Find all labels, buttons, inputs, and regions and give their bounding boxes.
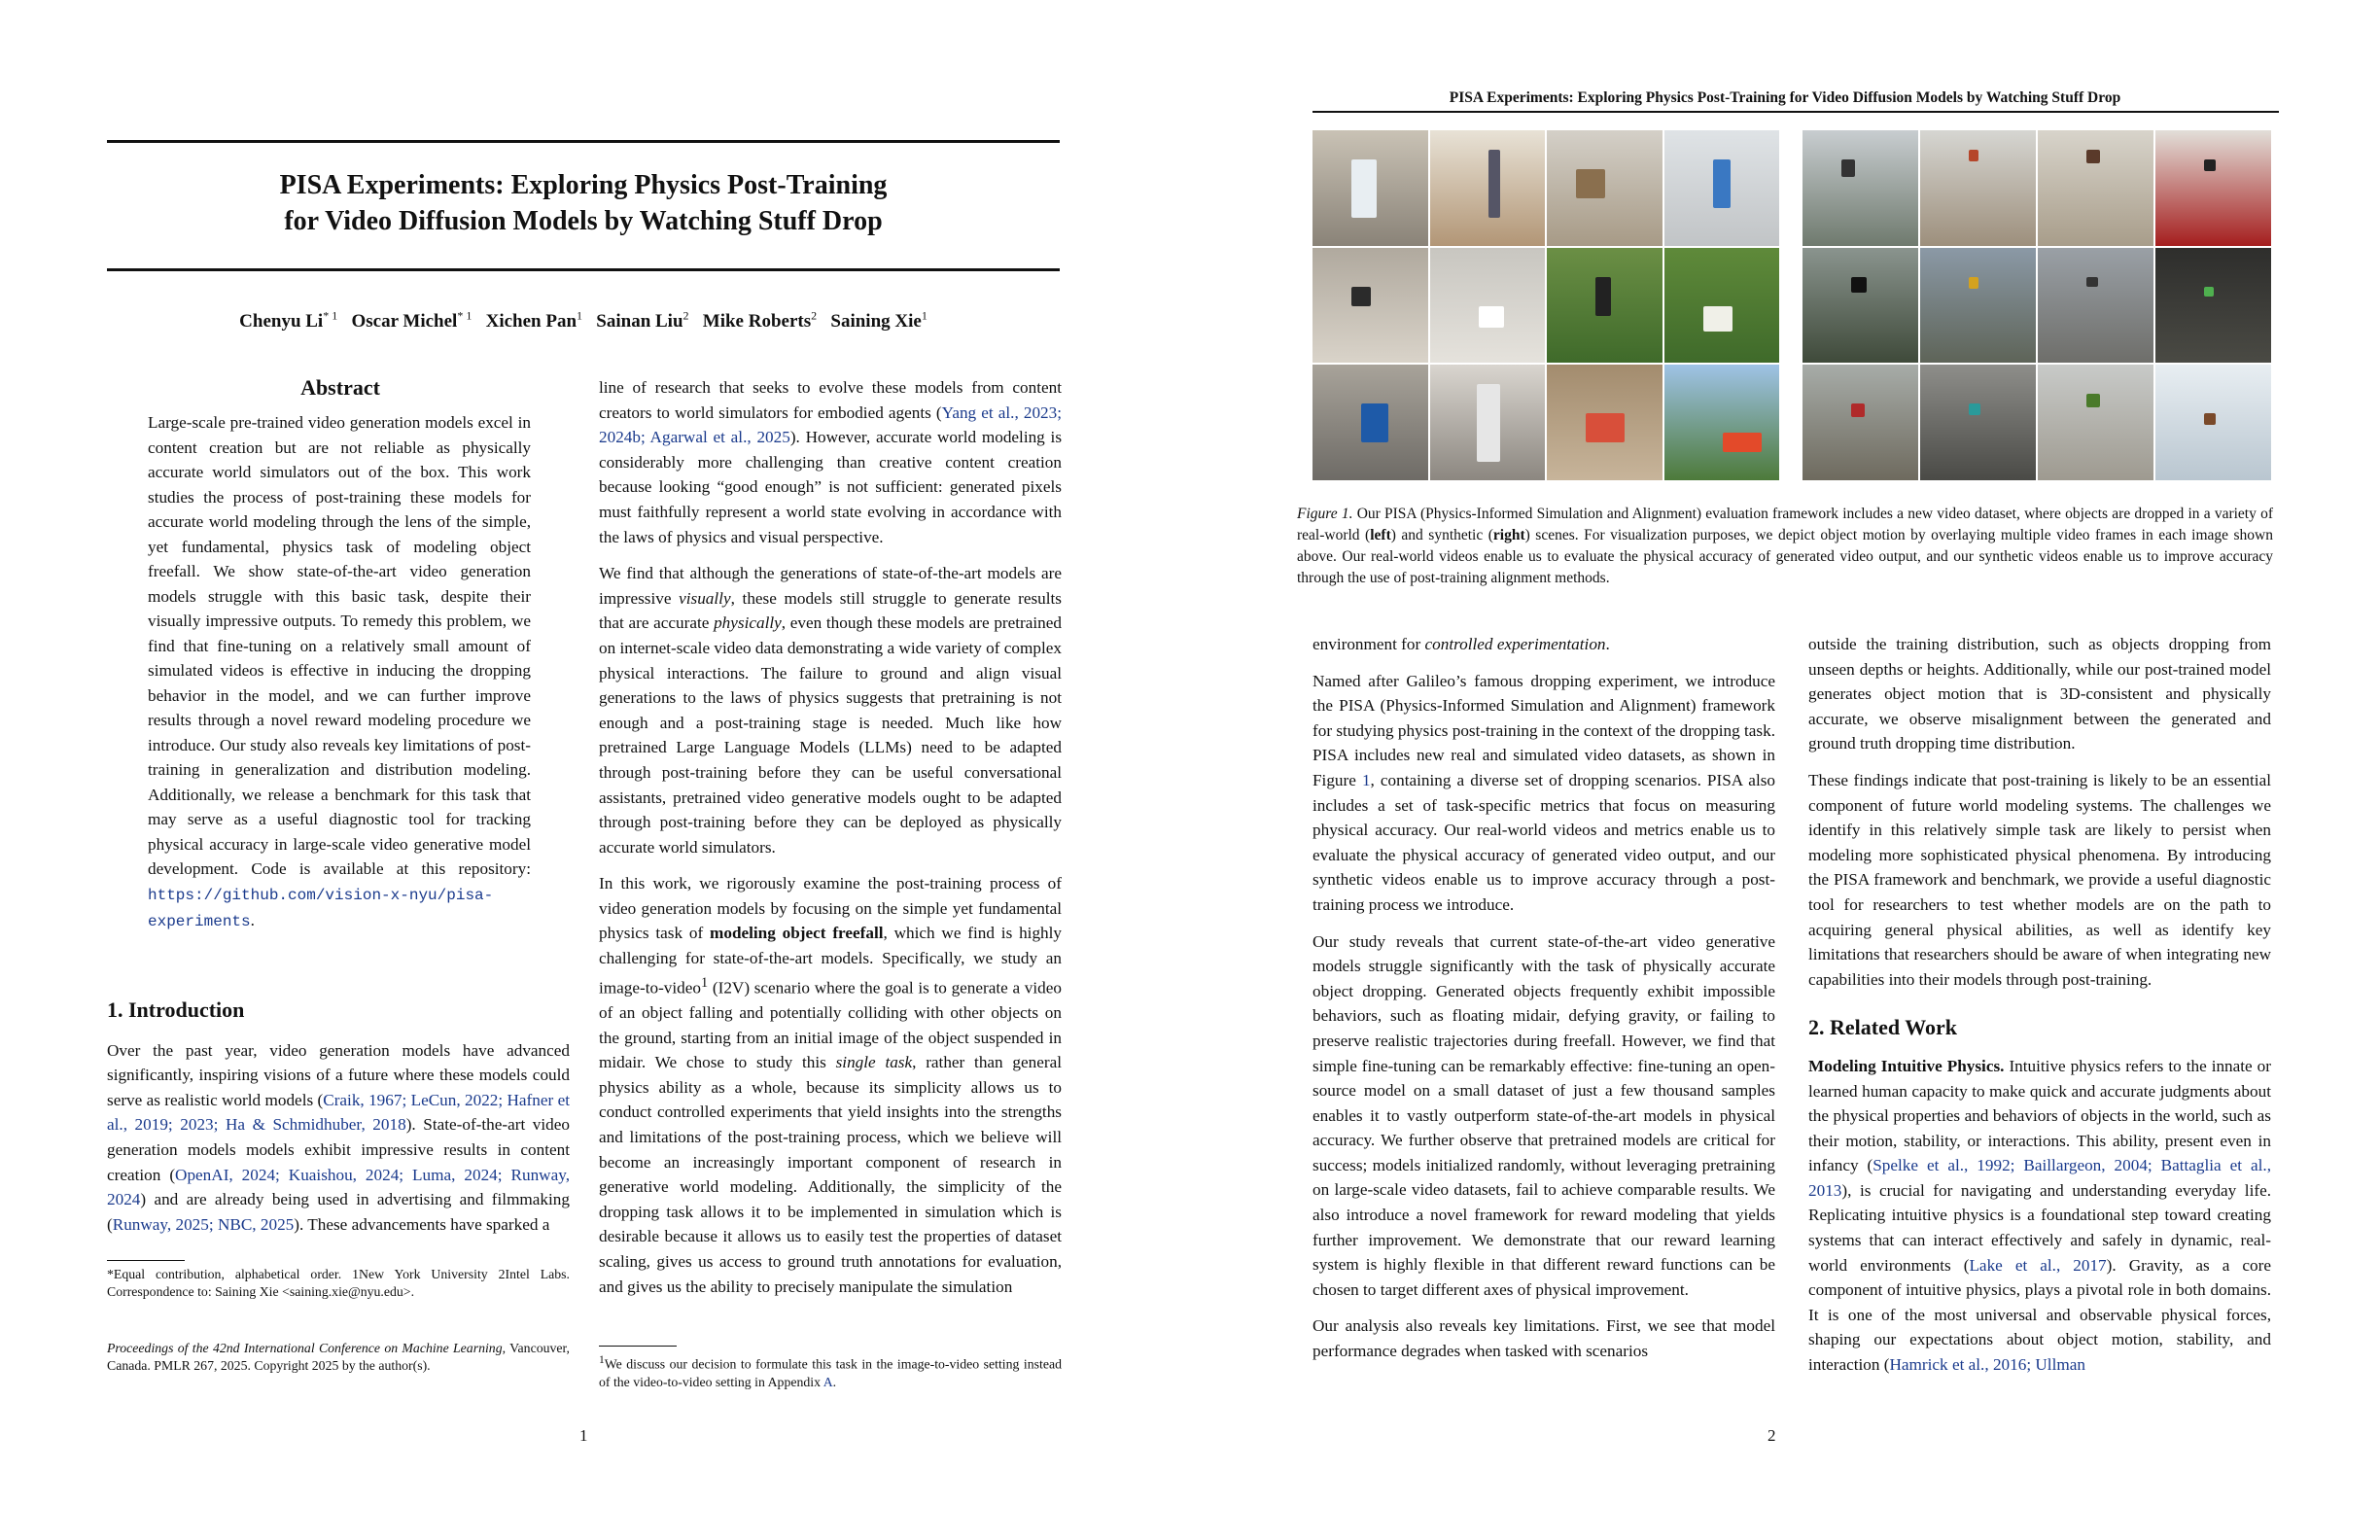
author: Oscar Michel$^{* 1}$ bbox=[351, 309, 472, 332]
paragraph: Named after Galileo’s famous dropping experiment, we introduce the PISA (Physics-Informed Simulation and Alignment) framework for studying physics post-training in the context of the dropping task. PISA includes new real and simulated video datasets, as shown in Figure 1, containing a diverse set of dropping scenarios. PISA also includes a set of task-specific metrics that focus on measuring physical accuracy. Our real-world videos and metrics enable us to evaluate the physical accuracy of generated video output, and our synthetic videos enable us to improve accuracy through a post-training process we introduce. bbox=[1312, 671, 1775, 914]
real-world-image-grid bbox=[1312, 130, 1779, 480]
page2-column-1 bbox=[1312, 632, 1775, 1376]
synthetic-scene-tile bbox=[1920, 248, 2036, 364]
citation-link[interactable]: OpenAI, 2024; Kuaishou, 2024; Luma, 2024; Runway, 2024 bbox=[107, 1165, 570, 1209]
citation-link[interactable]: Craik, 1967; LeCun, 2022; Hafner et al., 2019; 2023; Ha & Schmidhuber, 2018 bbox=[107, 1090, 570, 1135]
abstract-body: Large-scale pre-trained video generation models excel in content creation but are not reliable as physically accurate world simulators out of the box. This work studies the process of post-training these models for accurate world modeling through the lens of the simple, yet fundamental, physics task of modeling object freefall. We show state-of-the-art video generation models struggle with this basic task, despite their visually impressive outputs. To remedy this problem, we find that fine-tuning on a relatively small amount of simulated videos is effective in inducing the dropping behavior in the model, and we can further improve results through a novel reward modeling procedure we introduce. Our study also reveals key limitations of post-training in generalization and distribution modeling. Additionally, we release a benchmark for this task that may serve as a useful diagnostic tool for tracking physical accuracy in large-scale video generative model development. Code is available at this repository: https://github.com/vision-x-nyu/pisa-experiments. bbox=[148, 413, 531, 930]
real-scene-tile bbox=[1430, 365, 1546, 480]
author: Saining Xie$^1$ bbox=[830, 309, 928, 332]
synthetic-scene-tile bbox=[2038, 248, 2153, 364]
synthetic-image-grid bbox=[1802, 130, 2271, 480]
real-scene-tile bbox=[1664, 130, 1780, 246]
paragraph: These findings indicate that post-training is likely to be an essential component of future world modeling systems. The challenges we identify in this relatively simple task are likely to persist when modeling more sophisticated physical phenomena. By introducing the PISA framework and benchmark, we provide a useful diagnostic tool for researchers to test whether models are on the path to acquiring general physical abilities, as well as identify key limitations that researchers should be aware of when integrating new capabilities into their models through post-training. bbox=[1808, 770, 2271, 989]
intro-column bbox=[107, 998, 570, 1248]
synthetic-scene-tile bbox=[2155, 130, 2271, 246]
synthetic-scene-tile bbox=[1920, 365, 2036, 480]
citation-link[interactable]: Lake et al., 2017 bbox=[1969, 1255, 2107, 1275]
footnote-rule bbox=[599, 1346, 677, 1347]
running-head: PISA Experiments: Exploring Physics Post-Training for Video Diffusion Models by Watching Stuff Drop bbox=[1449, 89, 2121, 106]
paragraph: In this work, we rigorously examine the post-training process of video generation models by focusing on the simple yet fundamental physics task of modeling object freefall, which we find is highly challenging for state-of-the-art models. Specifically, we study an image-to-video$^1$ (I2V) scenario where the goal is to generate a video of an object falling and potentially colliding with other objects on the ground, starting from an initial image of the object suspended in midair. We chose to study this single task, rather than general physics ability as a whole, because its simplicity allows us to conduct controlled experiments that yield insights into the strengths and limitations of the post-training process, which we believe will become an increasingly important component of research in generative world modeling. Additionally, the simplicity of the dropping task allows it to be implemented in simulation which is desirable because it allows us to easily test the properties of dataset scaling, gives us access to ground truth annotations for evaluation, and gives us the ability to precisely manipulate the simulation bbox=[599, 874, 1063, 1296]
paragraph: environment for controlled experimentation. bbox=[1312, 635, 1610, 653]
paragraph: Modeling Intuitive Physics. Intuitive physics refers to the innate or learned human capacity to make quick and accurate judgments about the physical properties and behaviors of objects in the world, such as their motion, stability, or interactions. This ability, present even in infancy (Spelke et al., 1992; Baillargeon, 2004; Battaglia et al., 2013), is crucial for navigating and understanding everyday life. Replicating intuitive physics is a foundational step toward creating systems that can interact effectively and safely in dynamic, real-world environments (Lake et al., 2017). Gravity, as a core component of intuitive physics, plays a pivotal role in both domains. It is one of the most universal and observable physical forces, shaping our expectations about object motion, stability, and interaction (Hamrick et al., 2016; Ullman bbox=[1808, 1056, 2272, 1375]
citation-link[interactable]: Spelke et al., 1992; Baillargeon, 2004; Battaglia et al., 2013 bbox=[1808, 1156, 2272, 1200]
paragraph: We find that although the generations of state-of-the-art models are impressive visually, these models still struggle to generate results that are accurate physically, even though these models are pretrained on internet-scale video data demonstrating a wide variety of complex physical interactions. The failure to ground and align visual generations to the laws of physics suggests that pretraining is not enough and a post-training stage is needed. Much like how pretrained Large Language Models (LLMs) need to be adapted through post-training before they can be useful conversational assistants, pretrained video generative models ought to be adapted through post-training before they can be deployed as physically accurate world simulators. bbox=[599, 564, 1062, 857]
related-work-heading: 2. Related Work bbox=[1808, 1015, 1957, 1040]
real-scene-tile bbox=[1312, 365, 1428, 480]
author: Sainan Liu$^2$ bbox=[596, 309, 689, 332]
abstract-text: Large-scale pre-trained video generation models excel in content creation but are not reliable as physically accurate world simulators out of the box. This work studies the process of post-training these models for accurate world modeling through the lens of the simple, yet fundamental, physics task of modeling object freefall. We show state-of-the-art video generation models struggle with this basic task, despite their visually impressive outputs. To remedy this problem, we find that fine-tuning on a relatively small amount of simulated videos is effective in inducing the dropping behavior in the model, and we can further improve results through a novel reward modeling procedure we introduce. Our study also reveals key limitations of post-training in generalization and distribution modeling. Additionally, we release a benchmark for this task that may serve as a useful diagnostic tool for tracking physical accuracy in large-scale video generative model development. Code is available at this repository: bbox=[148, 413, 531, 878]
repo-link[interactable]: https://github.com/vision-x-nyu/pisa-experiments bbox=[148, 886, 494, 930]
synthetic-scene-tile bbox=[2155, 248, 2271, 364]
author: Mike Roberts$^2$ bbox=[702, 309, 818, 332]
title-line-1: PISA Experiments: Exploring Physics Post-Training bbox=[279, 170, 888, 200]
page2-column-2 bbox=[1808, 632, 2271, 1389]
paragraph: line of research that seeks to evolve these models from content creators to world simulators for embodied agents (Yang et al., 2023; 2024b; Agarwal et al., 2025). However, accurate world modeling is considerably more challenging than creative content creation because looking “good enough” is not sufficient: generated pixels must faithfully represent a world state evolving in accordance with the laws of physics and visual perspective. bbox=[599, 378, 1063, 546]
title-top-rule bbox=[107, 140, 1060, 143]
paper-title bbox=[107, 167, 1060, 239]
synthetic-scene-tile bbox=[1802, 365, 1918, 480]
image-to-video-footnote: $^1$We discuss our decision to formulate this task in the image-to-video setting instead of the video-to-video setting in Appendix A. bbox=[599, 1354, 1062, 1389]
equal-contribution-footnote: *Equal contribution, alphabetical order. 1New York University 2Intel Labs. Correspondence to: Saining Xie <saining.xie@nyu.edu>. bbox=[107, 1267, 570, 1299]
synthetic-scene-tile bbox=[1802, 248, 1918, 364]
figure-link[interactable]: 1 bbox=[1361, 770, 1371, 789]
intro-column-2 bbox=[599, 375, 1062, 1311]
appendix-link[interactable]: A bbox=[822, 1374, 833, 1389]
figure-1-caption: Figure 1. Our PISA (Physics-Informed Simulation and Alignment) evaluation framework includes a new video dataset, where objects are dropped in a variety of real-world (left) and synthetic (right) scenes. For visualization purposes, we depict object motion by overlaying multiple video frames in each image shown above. Our real-world videos enable us to evaluate the physical accuracy of generated video output, and our synthetic videos enable us to improve accuracy through the use of post-training alignment methods. bbox=[1297, 506, 2273, 586]
real-scene-tile bbox=[1312, 248, 1428, 364]
synthetic-scene-tile bbox=[2038, 130, 2153, 246]
paragraph: outside the training distribution, such as objects dropping from unseen depths or heights. Additionally, while our post-trained model generates object motion that is 3D-consistent and physically accurate, we observe misalignment between the generated and ground truth dropping time distribution. bbox=[1808, 635, 2271, 753]
synthetic-scene-tile bbox=[1920, 130, 2036, 246]
author: Xichen Pan$^1$ bbox=[485, 309, 583, 332]
page-2 bbox=[1190, 0, 2380, 1540]
citation-link[interactable]: Yang et al., 2023; 2024b; Agarwal et al., 2025 bbox=[599, 402, 1063, 447]
real-scene-tile bbox=[1312, 130, 1428, 246]
real-scene-tile bbox=[1547, 130, 1662, 246]
abstract-heading: Abstract bbox=[300, 375, 380, 400]
title-bottom-rule bbox=[107, 268, 1060, 271]
synthetic-scene-tile bbox=[2155, 365, 2271, 480]
author: Chenyu Li$^{* 1}$ bbox=[239, 309, 338, 332]
paragraph: Our analysis also reveals key limitations. First, we see that model performance degrades when tasked with scenarios bbox=[1312, 1316, 1775, 1361]
paragraph: Our study reveals that current state-of-the-art video generative models struggle significantly with the task of physically accurate object dropping. Generated objects frequently exhibit impossible behaviors, such as floating midair, defying gravity, or failing to preserve realistic trajectories during freefall. However, we find that simple fine-tuning can be remarkably effective: fine-tuning an open-source model on a small dataset of just a few thousand samples enables it to vastly outperform state-of-the-art models in physical accuracy. We further observe that pretrained models are critical for success; models initialized randomly, without leveraging pretraining on large-scale video datasets, fail to achieve comparable results. We also introduce a novel framework for reward modeling that yields further improvement. We demonstrate that our reward learning system is highly flexible in that different reward functions can be chosen to target different axes of physical improvement. bbox=[1312, 931, 1775, 1299]
real-scene-tile bbox=[1430, 248, 1546, 364]
intro-paragraph: Over the past year, video generation models have advanced significantly, inspiring visions of a future where these models could serve as realistic world models (Craik, 1967; LeCun, 2022; Hafner et al., 2019; 2023; Ha & Schmidhuber, 2018). State-of-the-art video generation models models exhibit impressive results in content creation (OpenAI, 2024; Kuaishou, 2024; Luma, 2024; Runway, 2024) and are already being used in advertising and filmmaking (Runway, 2025; NBC, 2025). These advancements have sparked a bbox=[107, 1040, 570, 1234]
synthetic-scene-tile bbox=[1802, 130, 1918, 246]
citation-link[interactable]: Hamrick et al., 2016; Ullman bbox=[1889, 1355, 2085, 1375]
real-scene-tile bbox=[1547, 365, 1662, 480]
page-number: 1 bbox=[579, 1426, 588, 1445]
page-number: 2 bbox=[1768, 1426, 1776, 1445]
footnote-rule bbox=[107, 1260, 185, 1261]
figure-label: Figure 1. bbox=[1297, 506, 1353, 522]
title-line-2: for Video Diffusion Models by Watching Stuff Drop bbox=[284, 206, 883, 236]
proceedings-note: Proceedings of the 42nd International Conference on Machine Learning, Vancouver, Canada. PMLR 267, 2025. Copyright 2025 by the author(s). bbox=[107, 1341, 571, 1373]
real-scene-tile bbox=[1664, 248, 1780, 364]
synthetic-scene-tile bbox=[2038, 365, 2153, 480]
real-scene-tile bbox=[1664, 365, 1780, 480]
real-scene-tile bbox=[1547, 248, 1662, 364]
intro-heading: 1. Introduction bbox=[107, 998, 245, 1022]
author-list bbox=[107, 309, 1060, 332]
citation-link[interactable]: Runway, 2025; NBC, 2025 bbox=[112, 1214, 295, 1234]
running-head-rule bbox=[1312, 111, 2279, 113]
real-scene-tile bbox=[1430, 130, 1546, 246]
